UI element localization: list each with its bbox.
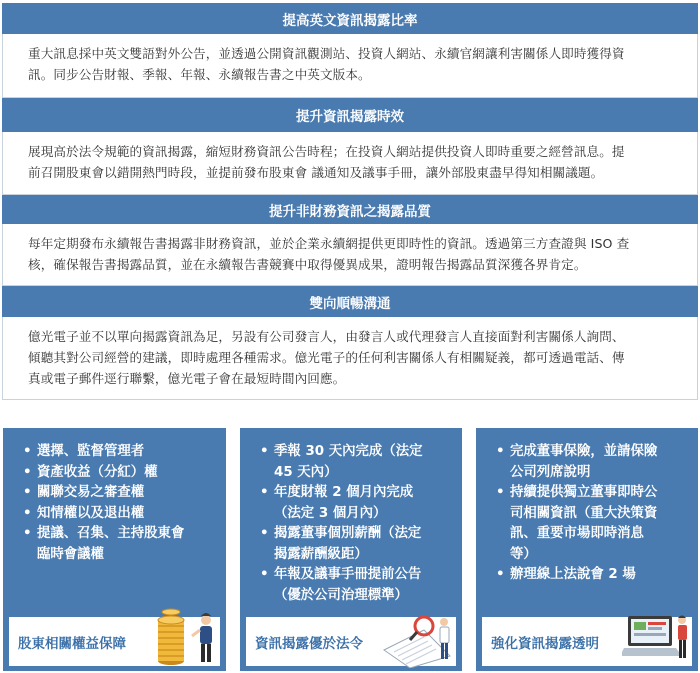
section-body (2, 224, 698, 286)
section-title: 提高英文資訊揭露比率 (2, 3, 698, 34)
panel-shareholder-rights (3, 428, 226, 671)
coins-person-icon (151, 606, 223, 668)
section-nonfinancial-quality (2, 195, 698, 286)
section-disclosure-timeliness (2, 98, 698, 195)
laptop-icon (622, 616, 682, 656)
panel-item-continuation: 臨時會議權 (37, 546, 104, 562)
panel-item-continuation: 揭露薪酬級距） (274, 546, 368, 562)
panel-list (23, 442, 216, 565)
panel-item: • 提議、召集、主持股東會 (23, 524, 216, 545)
panel-item: • 年報及議事手冊提前公告 (260, 565, 452, 586)
coin-stack-icon (158, 609, 184, 665)
magnifier-document-icon (380, 610, 460, 668)
panel-item: • 完成董事保險，並請保險 (496, 442, 688, 463)
section-english-disclosure (2, 3, 698, 98)
panel-item-continuation: 公司列席說明 (510, 464, 591, 480)
body-line: 訊。同步公告財報、季報、年報、永續報告書之中英文版本。 (28, 67, 371, 82)
body-line: 傾聽其對公司經營的建議，即時處理各種需求。億光電子的任何利害關係人有相關疑義，都可透過電話、傳 (28, 350, 625, 365)
body-line: 每年定期發布永續報告書揭露非財務資訊，並於企業永續網提供更即時性的資訊。透過第三方查證與 ISO 查 (28, 236, 630, 251)
panel-footer-label: 資訊揭露優於法令 (255, 635, 363, 652)
section-body (2, 317, 698, 400)
section-two-way-communication (2, 286, 698, 400)
panel-item: • 資產收益（分紅）權 (23, 463, 216, 484)
panel-item: • 持續提供獨立董事即時公 (496, 483, 688, 504)
body-line: 真或電子郵件逕行聯繫，億光電子會在最短時間內回應。 (28, 371, 346, 386)
panel-list (496, 442, 688, 586)
panel-item: • 年度財報 2 個月內完成 (260, 483, 452, 504)
panel-item: • 辦理線上法說會 2 場 (496, 565, 688, 586)
body-line: 展現高於法令規範的資訊揭露，縮短財務資訊公告時程；在投資人網站提供投資人即時重要之經營訊息。提 (28, 144, 625, 159)
section-title: 雙向順暢溝通 (2, 286, 698, 317)
panel-disclosure-beyond-law (240, 428, 462, 671)
body-line: 前召開股東會以錯開熱門時段，並提前發布股東會 議通知及議事手冊，讓外部股東盡早得知相關議題。 (28, 165, 604, 180)
panel-item: • 知情權以及退出權 (23, 504, 216, 525)
panel-item-continuation: 司相關資訊（重大決策資 (510, 505, 658, 521)
panel-item-continuation: （法定 3 個月內） (274, 505, 387, 521)
section-title: 提升資訊揭露時效 (2, 98, 698, 132)
laptop-person-icon (622, 610, 694, 668)
panel-list (260, 442, 452, 606)
section-title: 提升非財務資訊之揭露品質 (2, 195, 698, 224)
body-line: 億光電子並不以單向揭露資訊為足，另設有公司發言人，由發言人或代理發言人直接面對利害關係人詢問、 (28, 329, 625, 344)
person-figure-icon (678, 616, 687, 659)
person-figure-icon (192, 613, 212, 662)
body-line: 核，確保報告書揭露品質，並在永續報告書競賽中取得優異成果，證明報告揭露品質深獲各界肯定。 (28, 257, 587, 272)
panel-item-continuation: 45 天內） (274, 464, 338, 480)
section-body (2, 34, 698, 98)
panel-item-continuation: （優於公司治理標準） (274, 587, 408, 603)
panel-disclosure-transparency (476, 428, 698, 671)
panel-item: • 選擇、監督管理者 (23, 442, 216, 463)
panel-item: • 揭露董事個別薪酬（法定 (260, 524, 452, 545)
panel-item: • 季報 30 天內完成（法定 (260, 442, 452, 463)
panel-footer-label: 股東相關權益保障 (18, 635, 126, 652)
body-line: 重大訊息採中英文雙語對外公告，並透過公開資訊觀測站、投資人網站、永續官網讓利害關係人即時獲得資 (28, 46, 625, 61)
panel-item: • 關聯交易之審查權 (23, 483, 216, 504)
section-body (2, 132, 698, 195)
panel-item-continuation: 等） (510, 546, 537, 562)
panel-footer-label: 強化資訊揭露透明 (491, 635, 599, 652)
panel-item-continuation: 訊、重要市場即時消息 (510, 526, 644, 541)
